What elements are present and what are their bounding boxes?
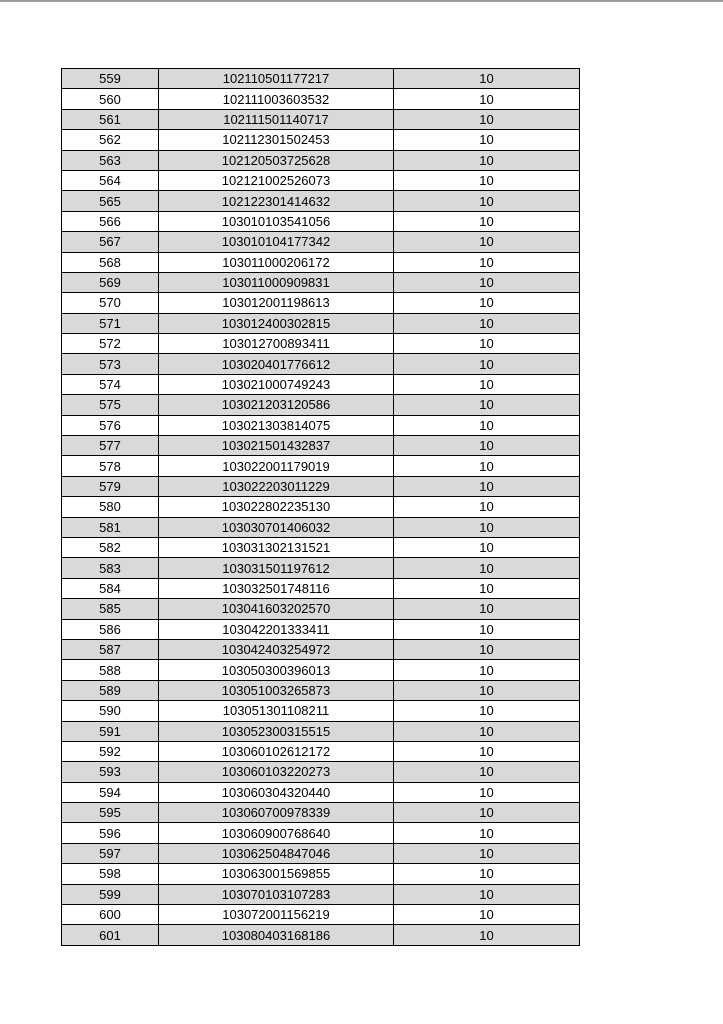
table-row bbox=[62, 925, 580, 945]
row-number-cell: 586 bbox=[62, 619, 159, 639]
row-number-cell: 595 bbox=[62, 803, 159, 823]
row-number-cell: 559 bbox=[62, 69, 159, 89]
id-number-cell: 103020401776612 bbox=[159, 354, 394, 374]
id-number-cell: 103070103107283 bbox=[159, 884, 394, 904]
table-row bbox=[62, 191, 580, 211]
row-number-cell: 589 bbox=[62, 680, 159, 700]
value-cell: 10 bbox=[394, 843, 580, 863]
table-row bbox=[62, 843, 580, 863]
value-cell: 10 bbox=[394, 803, 580, 823]
row-number-cell: 584 bbox=[62, 578, 159, 598]
row-number-cell: 565 bbox=[62, 191, 159, 211]
table-row bbox=[62, 537, 580, 557]
value-cell: 10 bbox=[394, 232, 580, 252]
table-row bbox=[62, 313, 580, 333]
id-number-cell: 103062504847046 bbox=[159, 843, 394, 863]
table-row bbox=[62, 701, 580, 721]
value-cell: 10 bbox=[394, 925, 580, 945]
row-number-cell: 598 bbox=[62, 864, 159, 884]
table-row bbox=[62, 803, 580, 823]
table-row bbox=[62, 599, 580, 619]
row-number-cell: 570 bbox=[62, 293, 159, 313]
row-number-cell: 593 bbox=[62, 762, 159, 782]
table-row bbox=[62, 130, 580, 150]
id-number-cell: 103031501197612 bbox=[159, 558, 394, 578]
id-number-cell: 103012001198613 bbox=[159, 293, 394, 313]
table-row bbox=[62, 476, 580, 496]
row-number-cell: 564 bbox=[62, 170, 159, 190]
id-number-cell: 103031302131521 bbox=[159, 537, 394, 557]
value-cell: 10 bbox=[394, 639, 580, 659]
id-number-cell: 103072001156219 bbox=[159, 905, 394, 925]
row-number-cell: 567 bbox=[62, 232, 159, 252]
table-row bbox=[62, 823, 580, 843]
value-cell: 10 bbox=[394, 354, 580, 374]
table-row bbox=[62, 782, 580, 802]
table-row bbox=[62, 374, 580, 394]
id-number-cell: 103060700978339 bbox=[159, 803, 394, 823]
row-number-cell: 572 bbox=[62, 334, 159, 354]
id-number-cell: 102112301502453 bbox=[159, 130, 394, 150]
value-cell: 10 bbox=[394, 578, 580, 598]
id-number-cell: 103042403254972 bbox=[159, 639, 394, 659]
table-row bbox=[62, 293, 580, 313]
row-number-cell: 599 bbox=[62, 884, 159, 904]
value-cell: 10 bbox=[394, 762, 580, 782]
row-number-cell: 568 bbox=[62, 252, 159, 272]
table-row bbox=[62, 517, 580, 537]
value-cell: 10 bbox=[394, 436, 580, 456]
row-number-cell: 578 bbox=[62, 456, 159, 476]
value-cell: 10 bbox=[394, 619, 580, 639]
table-row bbox=[62, 680, 580, 700]
value-cell: 10 bbox=[394, 374, 580, 394]
row-number-cell: 590 bbox=[62, 701, 159, 721]
value-cell: 10 bbox=[394, 599, 580, 619]
table-row bbox=[62, 89, 580, 109]
row-number-cell: 580 bbox=[62, 497, 159, 517]
value-cell: 10 bbox=[394, 905, 580, 925]
row-number-cell: 594 bbox=[62, 782, 159, 802]
row-number-cell: 566 bbox=[62, 211, 159, 231]
value-cell: 10 bbox=[394, 109, 580, 129]
table-row bbox=[62, 721, 580, 741]
value-cell: 10 bbox=[394, 476, 580, 496]
row-number-cell: 561 bbox=[62, 109, 159, 129]
value-cell: 10 bbox=[394, 69, 580, 89]
row-number-cell: 592 bbox=[62, 741, 159, 761]
id-number-cell: 103042201333411 bbox=[159, 619, 394, 639]
id-number-cell: 103021203120586 bbox=[159, 395, 394, 415]
id-number-cell: 102110501177217 bbox=[159, 69, 394, 89]
row-number-cell: 596 bbox=[62, 823, 159, 843]
table-row bbox=[62, 354, 580, 374]
table-row bbox=[62, 150, 580, 170]
id-number-cell: 103021303814075 bbox=[159, 415, 394, 435]
row-number-cell: 587 bbox=[62, 639, 159, 659]
value-cell: 10 bbox=[394, 89, 580, 109]
row-number-cell: 560 bbox=[62, 89, 159, 109]
id-number-cell: 103021501432837 bbox=[159, 436, 394, 456]
value-cell: 10 bbox=[394, 191, 580, 211]
id-number-cell: 103011000206172 bbox=[159, 252, 394, 272]
value-cell: 10 bbox=[394, 701, 580, 721]
table-row bbox=[62, 170, 580, 190]
value-cell: 10 bbox=[394, 823, 580, 843]
id-number-cell: 103012400302815 bbox=[159, 313, 394, 333]
id-number-cell: 103060304320440 bbox=[159, 782, 394, 802]
table-row bbox=[62, 639, 580, 659]
id-number-cell: 103063001569855 bbox=[159, 864, 394, 884]
row-number-cell: 591 bbox=[62, 721, 159, 741]
id-number-cell: 103052300315515 bbox=[159, 721, 394, 741]
row-number-cell: 581 bbox=[62, 517, 159, 537]
value-cell: 10 bbox=[394, 130, 580, 150]
row-number-cell: 582 bbox=[62, 537, 159, 557]
table-row bbox=[62, 211, 580, 231]
table-row bbox=[62, 558, 580, 578]
row-number-cell: 562 bbox=[62, 130, 159, 150]
id-number-cell: 102120503725628 bbox=[159, 150, 394, 170]
id-number-cell: 102121002526073 bbox=[159, 170, 394, 190]
value-cell: 10 bbox=[394, 170, 580, 190]
table-row bbox=[62, 578, 580, 598]
value-cell: 10 bbox=[394, 293, 580, 313]
row-number-cell: 577 bbox=[62, 436, 159, 456]
value-cell: 10 bbox=[394, 680, 580, 700]
id-number-cell: 103022001179019 bbox=[159, 456, 394, 476]
value-cell: 10 bbox=[394, 537, 580, 557]
value-cell: 10 bbox=[394, 313, 580, 333]
id-number-cell: 102111003603532 bbox=[159, 89, 394, 109]
row-number-cell: 569 bbox=[62, 272, 159, 292]
id-number-cell: 102122301414632 bbox=[159, 191, 394, 211]
table-row bbox=[62, 905, 580, 925]
table-row bbox=[62, 272, 580, 292]
id-number-cell: 103051301108211 bbox=[159, 701, 394, 721]
value-cell: 10 bbox=[394, 517, 580, 537]
table-row bbox=[62, 660, 580, 680]
document-page bbox=[0, 2, 723, 1024]
table-row bbox=[62, 456, 580, 476]
table-row bbox=[62, 232, 580, 252]
value-cell: 10 bbox=[394, 741, 580, 761]
row-number-cell: 597 bbox=[62, 843, 159, 863]
id-number-cell: 103022802235130 bbox=[159, 497, 394, 517]
value-cell: 10 bbox=[394, 334, 580, 354]
id-number-cell: 103080403168186 bbox=[159, 925, 394, 945]
row-number-cell: 588 bbox=[62, 660, 159, 680]
row-number-cell: 573 bbox=[62, 354, 159, 374]
row-number-cell: 571 bbox=[62, 313, 159, 333]
id-number-cell: 103041603202570 bbox=[159, 599, 394, 619]
id-number-cell: 103010104177342 bbox=[159, 232, 394, 252]
value-cell: 10 bbox=[394, 272, 580, 292]
value-cell: 10 bbox=[394, 211, 580, 231]
value-cell: 10 bbox=[394, 884, 580, 904]
value-cell: 10 bbox=[394, 415, 580, 435]
id-number-cell: 103012700893411 bbox=[159, 334, 394, 354]
row-number-cell: 574 bbox=[62, 374, 159, 394]
id-number-cell: 103051003265873 bbox=[159, 680, 394, 700]
table-row bbox=[62, 619, 580, 639]
id-number-cell: 103011000909831 bbox=[159, 272, 394, 292]
row-number-cell: 575 bbox=[62, 395, 159, 415]
id-number-cell: 103032501748116 bbox=[159, 578, 394, 598]
value-cell: 10 bbox=[394, 456, 580, 476]
table-row bbox=[62, 884, 580, 904]
id-number-cell: 103030701406032 bbox=[159, 517, 394, 537]
id-number-cell: 103060103220273 bbox=[159, 762, 394, 782]
table-row bbox=[62, 436, 580, 456]
table-row bbox=[62, 69, 580, 89]
value-cell: 10 bbox=[394, 721, 580, 741]
table-row bbox=[62, 864, 580, 884]
row-number-cell: 583 bbox=[62, 558, 159, 578]
id-number-cell: 103010103541056 bbox=[159, 211, 394, 231]
data-table bbox=[61, 68, 580, 946]
row-number-cell: 563 bbox=[62, 150, 159, 170]
row-number-cell: 585 bbox=[62, 599, 159, 619]
row-number-cell: 601 bbox=[62, 925, 159, 945]
value-cell: 10 bbox=[394, 150, 580, 170]
value-cell: 10 bbox=[394, 497, 580, 517]
id-number-cell: 103060102612172 bbox=[159, 741, 394, 761]
value-cell: 10 bbox=[394, 864, 580, 884]
id-number-cell: 103050300396013 bbox=[159, 660, 394, 680]
value-cell: 10 bbox=[394, 252, 580, 272]
table-row bbox=[62, 334, 580, 354]
value-cell: 10 bbox=[394, 558, 580, 578]
id-number-cell: 103022203011229 bbox=[159, 476, 394, 496]
id-number-cell: 102111501140717 bbox=[159, 109, 394, 129]
value-cell: 10 bbox=[394, 395, 580, 415]
table-row bbox=[62, 741, 580, 761]
table-row bbox=[62, 395, 580, 415]
table-row bbox=[62, 415, 580, 435]
row-number-cell: 600 bbox=[62, 905, 159, 925]
value-cell: 10 bbox=[394, 782, 580, 802]
id-number-cell: 103060900768640 bbox=[159, 823, 394, 843]
table-row bbox=[62, 252, 580, 272]
table-body bbox=[62, 69, 580, 946]
row-number-cell: 579 bbox=[62, 476, 159, 496]
table-row bbox=[62, 762, 580, 782]
id-number-cell: 103021000749243 bbox=[159, 374, 394, 394]
row-number-cell: 576 bbox=[62, 415, 159, 435]
value-cell: 10 bbox=[394, 660, 580, 680]
table-row bbox=[62, 497, 580, 517]
table-row bbox=[62, 109, 580, 129]
